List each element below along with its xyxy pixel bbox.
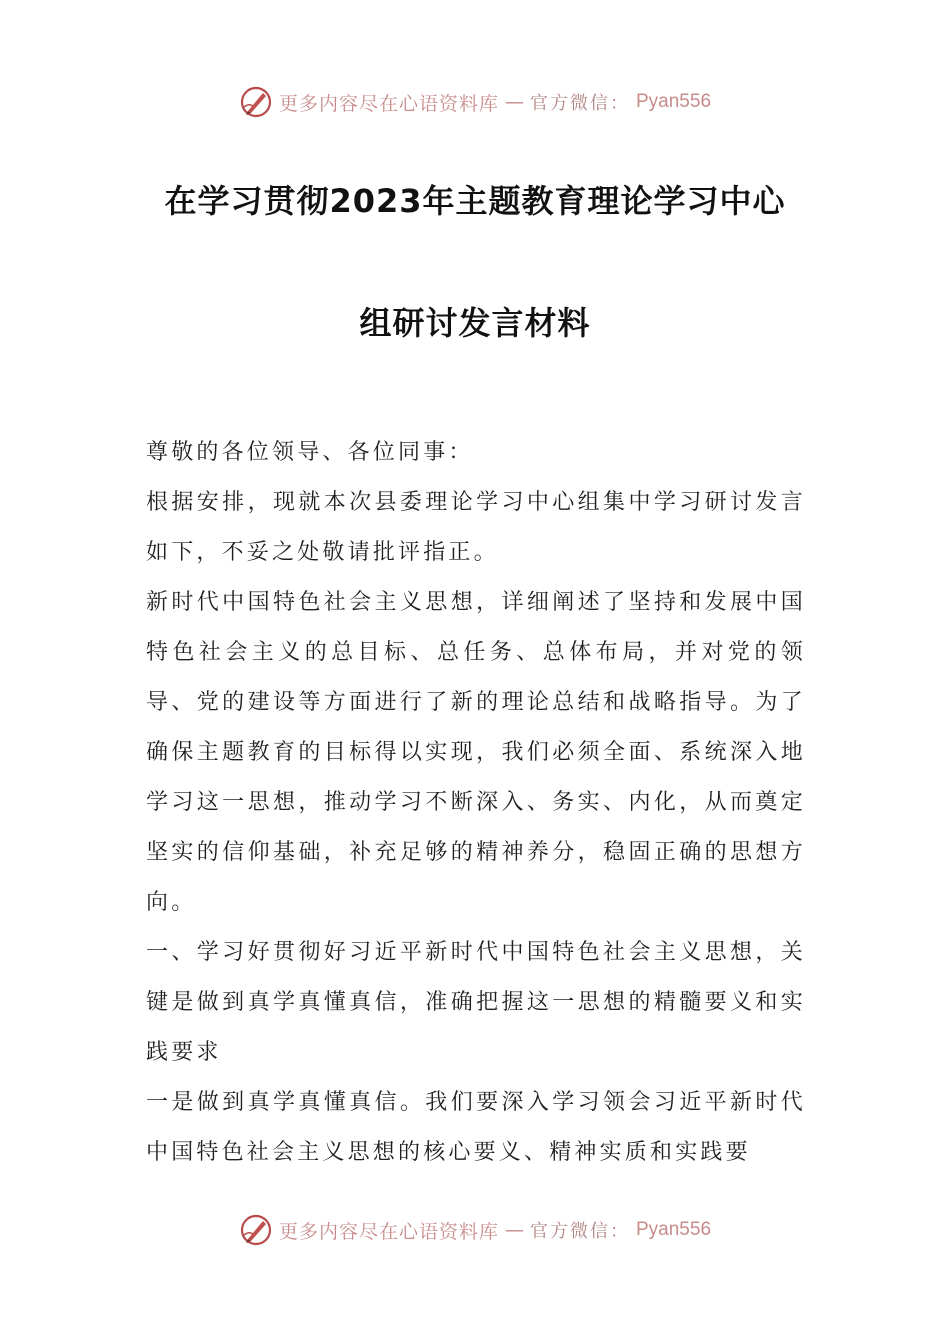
- document-title-line-1: 在学习贯彻2023年主题教育理论学习中心: [164, 182, 786, 220]
- watermark-separator: —: [505, 1219, 524, 1241]
- watermark-banner-bottom: [0, 1210, 950, 1250]
- document-title-line-2: 组研讨发言材料: [359, 304, 591, 342]
- watermark-label: 官方微信：: [530, 1221, 630, 1242]
- watermark-wechat-id: Pyan556: [636, 1219, 712, 1240]
- paragraph: 一是做到真学真懂真信。我们要深入学习领会习近平新时代中国特色社会主义思想的核心要义、精神实质和实践要: [146, 1090, 806, 1165]
- watermark-text: 更多内容尽在心语资料库: [278, 1220, 499, 1243]
- pen-logo-icon: [239, 85, 273, 119]
- watermark-separator: —: [505, 91, 524, 113]
- watermark-text: 更多内容尽在心语资料库: [278, 92, 499, 115]
- watermark-banner-top: [0, 82, 950, 122]
- section-heading: 一、学习好贯彻好习近平新时代中国特色社会主义思想，关键是做到真学真懂真信，准确把握这一思想的精髓要义和实践要求: [146, 940, 806, 1065]
- document-body: [146, 428, 806, 1178]
- paragraph: 新时代中国特色社会主义思想，详细阐述了坚持和发展中国特色社会主义的总目标、总任务、总体布局，并对党的领导、党的建设等方面进行了新的理论总结和战略指导。为了确保主题教育的目标得以实现，我们必须全面、系统深入地学习这一思想，推动学习不断深入、务实、内化，从而奠定坚实的信仰基础，补充足够的精神养分，稳固正确的思想方向。: [146, 590, 806, 915]
- paragraph-salutation: 尊敬的各位领导、各位同事：: [146, 440, 474, 465]
- paragraph: 根据安排，现就本次县委理论学习中心组集中学习研讨发言如下，不妥之处敬请批评指正。: [146, 490, 806, 565]
- watermark-label: 官方微信：: [530, 93, 630, 114]
- watermark-wechat-id: Pyan556: [636, 91, 712, 112]
- pen-logo-icon: [239, 1213, 273, 1247]
